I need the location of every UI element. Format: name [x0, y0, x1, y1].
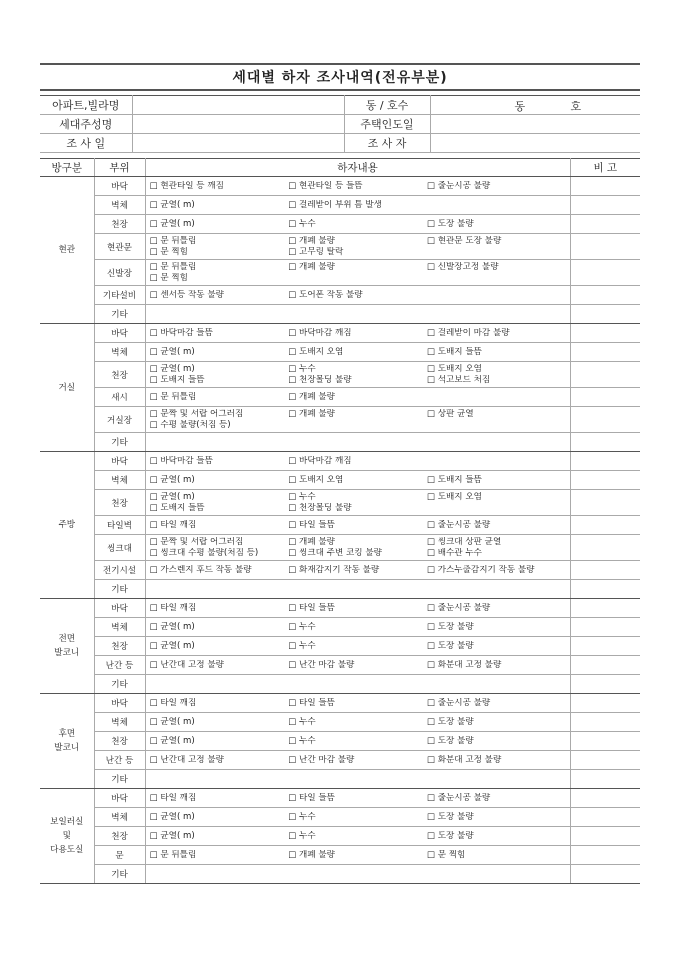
defect-checkbox-item[interactable]: □ 줄눈시공 불량 [426, 602, 491, 613]
info-value-field[interactable] [132, 96, 344, 115]
table-row [40, 580, 640, 599]
note-cell[interactable] [570, 675, 640, 694]
table-row [40, 490, 640, 516]
empty-cell [427, 200, 566, 211]
note-cell[interactable] [570, 561, 640, 580]
defect-checkbox-item[interactable]: □ 신발장고정 불량 [426, 261, 499, 272]
part-label: 천장 [94, 637, 145, 656]
defect-checkbox-item[interactable]: □ 균열( m) [149, 735, 195, 746]
room-label: 전면 발코니 [40, 599, 94, 694]
defect-checkbox-item[interactable]: □ 개폐 불량 [288, 408, 335, 419]
defect-checkbox-item[interactable]: □ 씽크대 상판 균열 [426, 536, 502, 547]
defect-checkbox-item[interactable]: □ 균열( m) [149, 640, 195, 651]
table-row [40, 260, 640, 286]
note-cell[interactable] [570, 694, 640, 713]
defect-content [145, 599, 570, 618]
info-label: 조 사 일 [40, 134, 132, 153]
defect-checkbox-item[interactable]: □ 고무링 탈락 [288, 246, 344, 257]
defect-checkbox-item[interactable]: □ 타일 들뜸 [288, 792, 335, 803]
defect-checkbox-item[interactable]: □ 도배지 오염 [426, 363, 482, 374]
part-label: 난간 등 [94, 751, 145, 770]
table-row [40, 362, 640, 388]
note-cell[interactable] [570, 305, 640, 324]
part-label: 전기시설 [94, 561, 145, 580]
defect-checkbox-item[interactable]: □ 균열( m) [149, 199, 195, 210]
note-cell[interactable] [570, 407, 640, 433]
defect-checkbox-item[interactable]: □ 문 찍힘 [149, 246, 188, 257]
defect-content [145, 234, 570, 260]
room-label: 현관 [40, 177, 94, 324]
defect-checkbox-item[interactable]: □ 걸레받이 마감 불량 [426, 327, 510, 338]
defect-checkbox-item[interactable]: □ 배수관 누수 [426, 547, 482, 558]
header-content: 하자내용 [145, 159, 570, 177]
part-label: 바닥 [94, 694, 145, 713]
defect-checkbox-item[interactable]: □ 천장몰딩 불량 [288, 374, 352, 385]
defect-checkbox-item[interactable]: □ 개폐 불량 [288, 391, 335, 402]
note-cell[interactable] [570, 789, 640, 808]
part-label: 기타 [94, 580, 145, 599]
defect-checkbox-item[interactable]: □ 도배지 들뜸 [426, 474, 482, 485]
defect-content [145, 516, 570, 535]
part-label: 벽체 [94, 343, 145, 362]
defect-checkbox-item[interactable]: □ 균열( m) [149, 716, 195, 727]
defect-checkbox-item[interactable]: □ 누수 [288, 621, 316, 632]
empty-cell [427, 290, 566, 301]
defect-content [145, 675, 570, 694]
table-row [40, 433, 640, 452]
note-cell[interactable] [570, 452, 640, 471]
info-row [40, 134, 640, 153]
part-label: 천장 [94, 732, 145, 751]
note-cell[interactable] [570, 215, 640, 234]
header-room: 방구분 [40, 159, 94, 177]
part-label: 새시 [94, 388, 145, 407]
defect-checkbox-item[interactable]: □ 타일 깨짐 [149, 519, 197, 530]
defect-checkbox-item[interactable]: □ 문 뒤틀림 [149, 391, 197, 402]
note-cell[interactable] [570, 618, 640, 637]
defect-checkbox-item[interactable]: □ 난간대 고정 불량 [149, 659, 224, 670]
table-row [40, 388, 640, 407]
table-row [40, 713, 640, 732]
part-label: 거실장 [94, 407, 145, 433]
defect-content [145, 471, 570, 490]
part-label: 천장 [94, 215, 145, 234]
defect-checkbox-item[interactable]: □ 수평 불량(처짐 등) [149, 419, 231, 430]
defect-content [145, 407, 570, 433]
info-value-field[interactable] [430, 134, 640, 153]
table-row [40, 234, 640, 260]
info-row [40, 96, 640, 115]
table-row [40, 751, 640, 770]
note-cell[interactable] [570, 599, 640, 618]
table-row [40, 305, 640, 324]
table-row [40, 343, 640, 362]
defect-checkbox-item[interactable]: □ 도어폰 작동 불량 [288, 289, 363, 300]
note-cell[interactable] [570, 713, 640, 732]
defect-checkbox-item[interactable]: □ 줄눈시공 불량 [426, 697, 491, 708]
defect-checkbox-item[interactable]: □ 균열( m) [149, 474, 195, 485]
defect-content [145, 789, 570, 808]
defect-checkbox-item[interactable]: □ 문 뒤틀림 [149, 849, 197, 860]
part-label: 기타 [94, 675, 145, 694]
table-row [40, 865, 640, 884]
table-row [40, 618, 640, 637]
note-cell[interactable] [570, 343, 640, 362]
part-label: 현관문 [94, 234, 145, 260]
defect-checkbox-item[interactable]: □ 문짝 및 서랍 어그러짐 [149, 536, 244, 547]
defect-content [145, 215, 570, 234]
defect-checkbox-item[interactable]: □ 도배지 오염 [288, 346, 344, 357]
table-row [40, 215, 640, 234]
defect-checkbox-item[interactable]: □ 화분대 고정 불량 [426, 659, 502, 670]
note-cell[interactable] [570, 177, 640, 196]
defect-checkbox-item[interactable]: □ 균열( m) [149, 363, 195, 374]
note-cell[interactable] [570, 433, 640, 452]
defect-checkbox-item[interactable]: □ 도장 불량 [426, 811, 474, 822]
defect-checkbox-item[interactable]: □ 현관타일 등 깨짐 [149, 180, 224, 191]
defect-checkbox-item[interactable]: □ 상판 균열 [426, 408, 474, 419]
note-cell[interactable] [570, 471, 640, 490]
empty-cell [427, 456, 566, 467]
defect-checkbox-item[interactable]: □ 난간 마감 불량 [288, 659, 355, 670]
part-label: 기타설비 [94, 286, 145, 305]
info-value-field[interactable] [132, 134, 344, 153]
note-cell[interactable] [570, 637, 640, 656]
info-label: 세대주성명 [40, 115, 132, 134]
part-label: 벽체 [94, 713, 145, 732]
defect-checkbox-item[interactable]: □ 바닥마감 깨짐 [288, 327, 352, 338]
table-row [40, 407, 640, 433]
defect-checkbox-item[interactable]: □ 난간대 고정 불량 [149, 754, 224, 765]
defect-checkbox-item[interactable]: □ 타일 들뜸 [288, 697, 335, 708]
defect-checkbox-item[interactable]: □ 개폐 불량 [288, 261, 335, 272]
defect-checkbox-item[interactable]: □ 개폐 불량 [288, 235, 335, 246]
defect-content [145, 561, 570, 580]
table-row [40, 656, 640, 675]
defect-checkbox-item[interactable]: □ 화재감지기 작동 불량 [288, 564, 380, 575]
defect-checkbox-item[interactable]: □ 줄눈시공 불량 [426, 519, 491, 530]
part-label: 바닥 [94, 177, 145, 196]
defect-checkbox-item[interactable]: □ 도배지 들뜸 [149, 502, 205, 513]
table-row [40, 516, 640, 535]
defect-content [145, 808, 570, 827]
note-cell[interactable] [570, 770, 640, 789]
table-row [40, 196, 640, 215]
part-label: 천장 [94, 827, 145, 846]
defect-checkbox-item[interactable]: □ 개폐 불량 [288, 536, 335, 547]
defect-checkbox-item[interactable]: □ 타일 깨짐 [149, 602, 197, 613]
defect-checkbox-item[interactable]: □ 도장 불량 [426, 735, 474, 746]
empty-cell [427, 247, 566, 258]
defect-content [145, 324, 570, 343]
defect-checkbox-item[interactable]: □ 줄눈시공 불량 [426, 792, 491, 803]
table-row [40, 827, 640, 846]
part-label: 기타 [94, 865, 145, 884]
part-label: 신발장 [94, 260, 145, 286]
note-cell[interactable] [570, 865, 640, 884]
defect-checkbox-item[interactable]: □ 줄눈시공 불량 [426, 180, 491, 191]
defect-content [145, 713, 570, 732]
room-label: 거실 [40, 324, 94, 452]
info-value-field[interactable] [132, 115, 344, 134]
note-cell[interactable] [570, 388, 640, 407]
defect-checkbox-item[interactable]: □ 도장 불량 [426, 830, 474, 841]
room-label: 후면 발코니 [40, 694, 94, 789]
defect-content [145, 260, 570, 286]
defect-checkbox-item[interactable]: □ 누수 [288, 716, 316, 727]
defect-content [145, 827, 570, 846]
info-label: 조 사 자 [344, 134, 430, 153]
note-cell[interactable] [570, 286, 640, 305]
defect-checkbox-item[interactable]: □ 균열( m) [149, 346, 195, 357]
info-row [40, 115, 640, 134]
defect-checkbox-item[interactable]: □ 도장 불량 [426, 621, 474, 632]
table-row [40, 789, 640, 808]
info-label: 동 / 호수 [344, 96, 430, 115]
defect-checkbox-item[interactable]: □ 누수 [288, 735, 316, 746]
header-note: 비 고 [570, 159, 640, 177]
part-label: 벽체 [94, 618, 145, 637]
defect-content [145, 433, 570, 452]
part-label: 벽체 [94, 196, 145, 215]
defect-checkbox-item[interactable]: □ 도배지 들뜸 [426, 346, 482, 357]
defect-checkbox-item[interactable]: □ 바닥마감 들뜸 [149, 327, 213, 338]
defect-table [40, 158, 640, 884]
defect-checkbox-item[interactable]: □ 바닥마감 깨짐 [288, 455, 352, 466]
defect-checkbox-item[interactable]: □ 난간 마감 불량 [288, 754, 355, 765]
note-cell[interactable] [570, 732, 640, 751]
table-row [40, 637, 640, 656]
ho-label: 호 [570, 100, 582, 113]
title-bar [40, 63, 640, 91]
defect-checkbox-item[interactable]: □ 균열( m) [149, 621, 195, 632]
defect-content [145, 618, 570, 637]
empty-cell [427, 420, 566, 431]
note-cell[interactable] [570, 656, 640, 675]
empty-cell [288, 273, 427, 284]
defect-checkbox-item[interactable]: □ 타일 들뜸 [288, 519, 335, 530]
part-label: 벽체 [94, 808, 145, 827]
part-label: 기타 [94, 770, 145, 789]
header-part: 부위 [94, 159, 145, 177]
defect-content [145, 637, 570, 656]
defect-checkbox-item[interactable]: □ 도장 불량 [426, 716, 474, 727]
defect-content [145, 362, 570, 388]
room-label: 주방 [40, 452, 94, 599]
defect-checkbox-item[interactable]: □ 석고보드 처짐 [426, 374, 491, 385]
defect-checkbox-item[interactable]: □ 도배지 오염 [426, 491, 482, 502]
part-label: 기타 [94, 305, 145, 324]
defect-checkbox-item[interactable]: □ 타일 들뜸 [288, 602, 335, 613]
note-cell[interactable] [570, 535, 640, 561]
defect-checkbox-item[interactable]: □ 균열( m) [149, 811, 195, 822]
defect-content [145, 177, 570, 196]
part-label: 씽크대 [94, 535, 145, 561]
defect-content [145, 732, 570, 751]
defect-checkbox-item[interactable]: □ 누수 [288, 811, 316, 822]
page-title: 세대별 하자 조사내역(전유부분) [232, 70, 448, 86]
defect-checkbox-item[interactable]: □ 타일 깨짐 [149, 697, 197, 708]
part-label: 천장 [94, 362, 145, 388]
table-row [40, 535, 640, 561]
defect-checkbox-item[interactable]: □ 균열( m) [149, 491, 195, 502]
defect-checkbox-item[interactable]: □ 문 뒤틀림 [149, 261, 197, 272]
defect-content [145, 580, 570, 599]
defect-checkbox-item[interactable]: □ 개폐 불량 [288, 849, 335, 860]
defect-checkbox-item[interactable]: □ 누수 [288, 830, 316, 841]
defect-checkbox-item[interactable]: □ 누수 [288, 363, 316, 374]
info-table [40, 95, 640, 153]
defect-checkbox-item[interactable]: □ 누수 [288, 491, 316, 502]
defect-content [145, 343, 570, 362]
empty-cell [427, 273, 566, 284]
table-row [40, 286, 640, 305]
defect-checkbox-item[interactable]: □ 균열( m) [149, 830, 195, 841]
header-row [40, 159, 640, 177]
table-row [40, 675, 640, 694]
defect-checkbox-item[interactable]: □ 문 찍힘 [149, 272, 188, 283]
defect-checkbox-item[interactable]: □ 타일 깨짐 [149, 792, 197, 803]
part-label: 바닥 [94, 599, 145, 618]
part-label: 벽체 [94, 471, 145, 490]
defect-checkbox-item[interactable]: □ 도장 불량 [426, 640, 474, 651]
defect-checkbox-item[interactable]: □ 누수 [288, 640, 316, 651]
table-row [40, 846, 640, 865]
defect-content [145, 694, 570, 713]
empty-cell [288, 420, 427, 431]
defect-content [145, 846, 570, 865]
table-row [40, 471, 640, 490]
info-label: 주택인도일 [344, 115, 430, 134]
note-cell[interactable] [570, 260, 640, 286]
table-row [40, 770, 640, 789]
part-label: 타일벽 [94, 516, 145, 535]
info-value-field[interactable] [430, 96, 640, 115]
defect-checkbox-item[interactable]: □ 바닥마감 들뜸 [149, 455, 213, 466]
part-label: 천장 [94, 490, 145, 516]
defect-checkbox-item[interactable]: □ 도배지 오염 [288, 474, 344, 485]
note-cell[interactable] [570, 234, 640, 260]
dong-label: 동 [514, 100, 526, 113]
defect-content [145, 535, 570, 561]
empty-cell [427, 392, 566, 403]
note-cell[interactable] [570, 751, 640, 770]
table-row [40, 452, 640, 471]
defect-content [145, 490, 570, 516]
part-label: 문 [94, 846, 145, 865]
info-label: 아파트,빌라명 [40, 96, 132, 115]
part-label: 바닥 [94, 452, 145, 471]
defect-checkbox-item[interactable]: □ 문짝 및 서랍 어그러짐 [149, 408, 244, 419]
part-label: 바닥 [94, 324, 145, 343]
note-cell[interactable] [570, 580, 640, 599]
defect-content [145, 305, 570, 324]
defect-content [145, 770, 570, 789]
defect-content [145, 196, 570, 215]
note-cell[interactable] [570, 846, 640, 865]
table-row [40, 732, 640, 751]
defect-checkbox-item[interactable]: □ 센서등 작동 불량 [149, 289, 224, 300]
defect-checkbox-item[interactable]: □ 가스누출감지기 작동 불량 [426, 564, 535, 575]
note-cell[interactable] [570, 196, 640, 215]
defect-checkbox-item[interactable]: □ 걸레받이 부위 틈 발생 [288, 199, 382, 210]
note-cell[interactable] [570, 490, 640, 516]
defect-checkbox-item[interactable]: □ 가스렌지 후드 작동 불량 [149, 564, 252, 575]
defect-checkbox-item[interactable]: □ 천장몰딩 불량 [288, 502, 352, 513]
defect-checkbox-item[interactable]: □ 균열( m) [149, 218, 195, 229]
empty-cell [427, 503, 566, 514]
defect-checkbox-item[interactable]: □ 도장 불량 [426, 218, 474, 229]
defect-checkbox-item[interactable]: □ 씽크대 주변 코킹 불량 [288, 547, 382, 558]
part-label: 바닥 [94, 789, 145, 808]
info-value-field[interactable] [430, 115, 640, 134]
note-cell[interactable] [570, 324, 640, 343]
defect-content [145, 865, 570, 884]
defect-checkbox-item[interactable]: □ 현관타일 등 들뜸 [288, 180, 363, 191]
defect-checkbox-item[interactable]: □ 문 뒤틀림 [149, 235, 197, 246]
note-cell[interactable] [570, 516, 640, 535]
defect-content [145, 452, 570, 471]
defect-checkbox-item[interactable]: □ 씽크대 수평 불량(처짐 등) [149, 547, 259, 558]
defect-checkbox-item[interactable]: □ 화분대 고정 불량 [426, 754, 502, 765]
table-row [40, 694, 640, 713]
defect-checkbox-item[interactable]: □ 도배지 들뜸 [149, 374, 205, 385]
defect-content [145, 388, 570, 407]
table-row [40, 599, 640, 618]
part-label: 기타 [94, 433, 145, 452]
note-cell[interactable] [570, 827, 640, 846]
defect-content [145, 286, 570, 305]
table-row [40, 177, 640, 196]
note-cell[interactable] [570, 808, 640, 827]
defect-checkbox-item[interactable]: □ 현관문 도장 불량 [426, 235, 502, 246]
table-row [40, 808, 640, 827]
part-label: 난간 등 [94, 656, 145, 675]
table-row [40, 561, 640, 580]
note-cell[interactable] [570, 362, 640, 388]
defect-checkbox-item[interactable]: □ 문 찍힘 [426, 849, 466, 860]
defect-content [145, 656, 570, 675]
table-row [40, 324, 640, 343]
room-label: 보일러실 및 다용도실 [40, 789, 94, 884]
defect-content [145, 751, 570, 770]
defect-checkbox-item[interactable]: □ 누수 [288, 218, 316, 229]
